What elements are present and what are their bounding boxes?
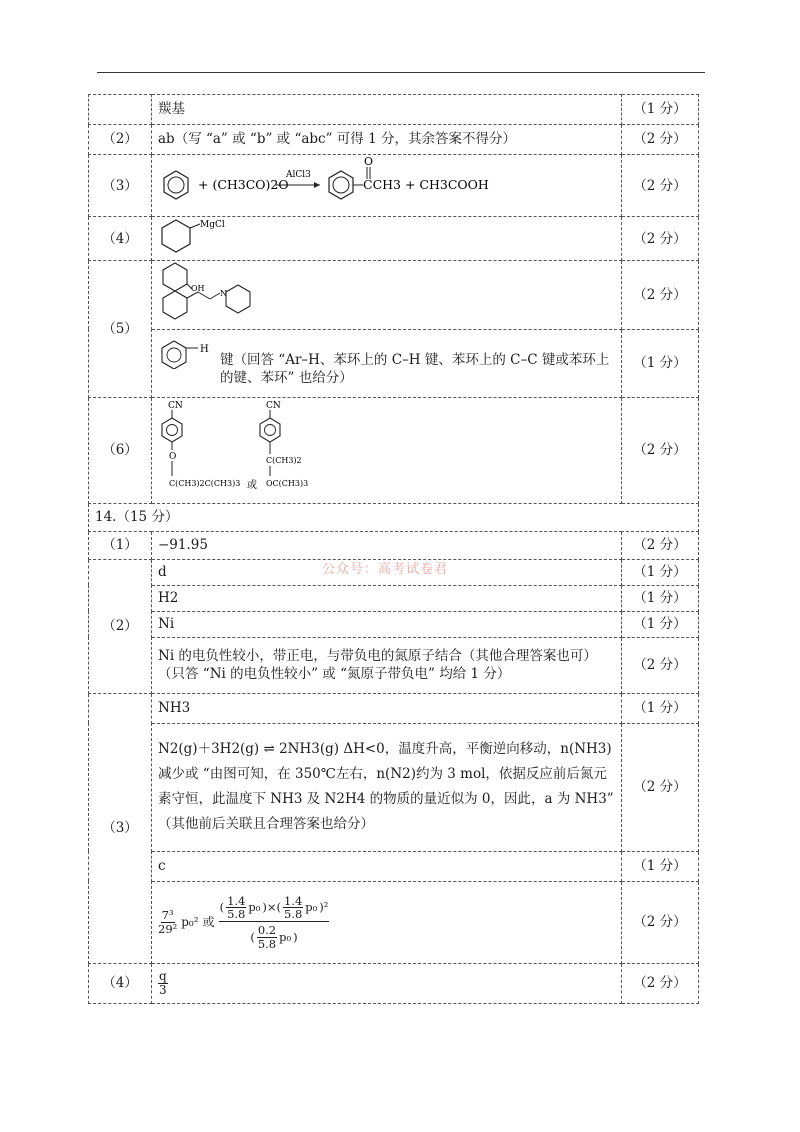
score-cell: （1 分） [622,95,699,125]
answer-cell [152,261,622,329]
fraction [158,909,177,935]
benzene-ring [162,418,182,442]
numerator: q [159,968,167,983]
answer-cell: c [152,851,622,881]
catalyst-label: AlCl3 [286,170,311,180]
fraction [226,895,246,921]
numerator: 7³ [161,908,174,923]
cyclohexane-ring [163,263,187,291]
score-cell: （2 分） [622,531,699,559]
benzene-ring [260,418,280,442]
oxygen-label: O [364,155,374,168]
substituent-label: C(CH3)2 [266,455,302,465]
bond-text: 键（回答 “Ar–H、苯环上的 C–H 键、苯环上的 C–C 键或苯环上的键、苯环” 也给分） [220,351,610,387]
benzene-ring [163,291,187,319]
score-cell: （1 分） [622,585,699,611]
score-cell: （2 分） [622,881,699,963]
table-row [89,881,699,963]
table-row [89,503,699,531]
answer-cell [152,963,622,1003]
table-row [89,95,699,125]
cyclohexane-ring [162,220,190,252]
arrow-head [314,182,320,188]
benzene-ring [162,341,186,369]
table-row [89,963,699,1003]
answer-cell: H2 [152,585,622,611]
or-label: 或 [247,479,257,491]
item-number-cell: （2） [89,559,152,693]
aromatic-circle [168,177,184,193]
question-title: 14.（15 分） [89,503,699,531]
aromatic-circle [265,424,276,435]
oxygen-label: O [169,451,177,462]
table-row [89,637,699,693]
bond-line [198,292,210,299]
item-number-cell: （1） [89,531,152,559]
cyano-label: CN [266,400,281,411]
answer-cell: −91.95 [152,531,622,559]
friedel-crafts-equation [158,155,498,211]
denominator: 29² [158,921,178,936]
isomer-structures [158,398,348,498]
table-row [89,261,699,329]
hydrogen-label: H [200,343,209,355]
kp-numerator: ( $\frac{1.4}{5.8}$ p₀ )×( $\frac{1.4}{5.8}$ p₀ )² [219,893,329,922]
score-cell: （1 分） [622,611,699,637]
answer-cell: d [152,559,622,585]
kp-fraction [219,895,330,951]
score-cell: （1 分） [622,693,699,723]
watermark: 公众号：高考试卷君 [322,562,449,577]
trihexyphenidyl-structure [158,261,288,323]
aromatic-circle [333,177,349,193]
benzene-h-structure [158,339,220,369]
table-row [89,125,699,155]
top-rule [97,72,705,73]
score-cell: （2 分） [622,963,699,1003]
table-row [89,329,699,397]
table-row [89,693,699,723]
numerator: 1.4 [227,893,246,908]
table-row [89,851,699,881]
table-row [89,217,699,261]
item-number-cell [89,95,152,125]
or-label: 或 [202,915,215,930]
table-row [89,531,699,559]
substituent-label: C(CH3)2C(CH3)3 [169,478,241,488]
answer-cell: 羰基 [152,95,622,125]
mgcl-label: MgCl [200,220,225,231]
answer-cell: Ni [152,611,622,637]
aromatic-circle [167,348,181,362]
hydroxyl-label: OH [191,284,205,294]
cyano-label: CN [168,400,183,411]
table-row [89,155,699,217]
nitrogen-label: N [220,289,227,299]
denominator: 5.8 [283,907,303,922]
answer-cell: N2(g)＋3H2(g) ⇌ 2NH3(g) ΔH<0，温度升高，平衡逆向移动，n(NH3)减少或 “由图可知，在 350℃左右，n(N2)约为 3 mol，依据反应前后氮元素守恒，此温度下 NH3 及 N2H4 的物质的量近似为 0，因此，a 为 NH3” （其他前后关联且合理答案也给分） [152,723,622,851]
answer-cell: ab（写 “a” 或 “b” 或 “abc” 可得 1 分，其余答案不得分） [152,125,622,155]
answer-table [88,94,699,1004]
table-row [89,397,699,503]
cyclohexyl-mgcl-structure [158,217,278,255]
kp-expression [158,895,615,951]
fraction [257,924,277,950]
fraction [158,970,168,997]
item-number-cell: （2） [89,125,152,155]
item-number-cell: （4） [89,963,152,1003]
answer-cell [152,217,622,261]
item-number-cell: （3） [89,693,152,963]
piperidine-ring [226,285,250,313]
score-cell: （2 分） [622,723,699,851]
answer-cell [152,397,622,503]
kp-denominator: ( $\frac{0.2}{5.8}$ p₀ ) [250,922,298,951]
answer-cell [152,881,622,963]
score-cell: （2 分） [622,261,699,329]
fraction [283,895,303,921]
item-number-cell: （5） [89,261,152,397]
score-cell: （2 分） [622,217,699,261]
p0-squared: p₀² [181,915,199,930]
score-cell: （2 分） [622,125,699,155]
denominator: 3 [159,982,167,997]
bond-answer [158,339,615,387]
aromatic-circle [167,424,178,435]
p0-symbol: p₀ [305,900,318,915]
score-cell: （1 分） [622,559,699,585]
answer-cell: Ni 的电负性较小，带正电，与带负电的氮原子结合（其他合理答案也可）（只答 “Ni 的电负性较小” 或 “氮原子带负电” 均给 1 分） [152,637,622,693]
product-label: CCH3 + CH3COOH [363,177,489,192]
answer-cell [152,155,622,217]
denominator: 5.8 [257,936,277,951]
bond-line [210,293,220,299]
answer-cell: NH3 [152,693,622,723]
p0-symbol: p₀ [279,929,292,944]
table-row [89,585,699,611]
item-number-cell: （6） [89,397,152,503]
score-cell: （1 分） [622,851,699,881]
substituent-label: OC(CH3)3 [266,478,309,488]
answer-cell [152,329,622,397]
table-row [89,611,699,637]
reagent-label: + (CH3CO)2O [198,177,289,192]
score-cell: （2 分） [622,637,699,693]
table-row [89,723,699,851]
item-number-cell: （3） [89,155,152,217]
score-cell: （2 分） [622,397,699,503]
score-cell: （1 分） [622,329,699,397]
item-number-cell: （4） [89,217,152,261]
p0-symbol: p₀ [248,900,261,915]
score-cell: （2 分） [622,155,699,217]
numerator: 0.2 [257,922,277,937]
numerator: 1.4 [283,893,303,908]
bond-line [190,224,200,228]
denominator: 5.8 [227,907,246,922]
